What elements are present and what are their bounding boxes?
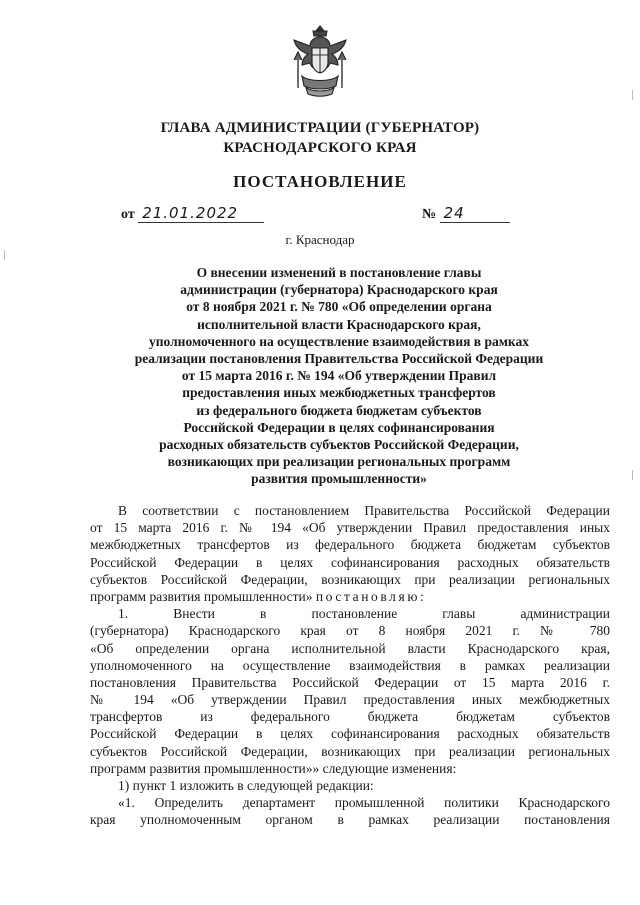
paragraph-line: края уполномоченным органом в рамках реализации постановления	[90, 812, 610, 828]
title-line: от 15 марта 2016 г. № 194 «Об утверждении Правил	[181, 368, 497, 384]
paragraph-line: постановления Правительства Российской Федерации от 15 марта 2016 г.	[90, 674, 610, 690]
issuer-region: КРАСНОДАРСКОГО КРАЯ	[223, 140, 417, 156]
paragraph-line: от 15 марта 2016 г. № 194 «Об утверждении Правил предоставления иных	[90, 520, 610, 536]
decree-body	[90, 502, 610, 829]
decree-title	[108, 264, 570, 488]
paragraph-line: «Об определении органа исполнительной власти Краснодарского края,	[90, 640, 610, 656]
paragraph-line: 1) пункт 1 изложить в следующей редакции:	[118, 778, 374, 793]
paragraph-text: программ развития промышленности»	[90, 588, 313, 604]
scan-artifact	[632, 470, 633, 480]
title-line: О внесении изменений в постановление главы	[196, 265, 482, 280]
paragraph-line: 1. Внести в постановление главы администрации	[118, 606, 610, 622]
title-line: Российской Федерации в целях софинансирования	[183, 419, 495, 435]
scan-artifact	[4, 250, 5, 260]
decree-word: постановляю:	[315, 588, 427, 604]
title-line: развития промышленности»	[251, 471, 427, 487]
title-line: из федерального бюджета бюджетам субъектов	[196, 402, 482, 418]
paragraph-line: уполномоченного на осуществление взаимодействия в рамках реализации	[90, 657, 610, 673]
document-number	[422, 204, 510, 223]
paragraph-line: межбюджетных трансфертов из федерального бюджета бюджетам субъектов	[90, 537, 610, 553]
paragraph-line: субъектов Российской Федерации, возникающих при реализации региональных	[90, 743, 610, 759]
coat-of-arms-emblem	[284, 22, 356, 98]
paragraph-line: субъектов Российской Федерации, возникающих при реализации региональных	[90, 571, 610, 587]
paragraph-line	[90, 588, 610, 605]
title-line: от 8 ноября 2021 г. № 780 «Об определении органа	[186, 299, 492, 315]
paragraph-line: (губернатора) Краснодарского края от 8 ноября 2021 г. № 780	[90, 623, 610, 639]
issuer-title: ГЛАВА АДМИНИСТРАЦИИ (ГУБЕРНАТОР)	[160, 120, 480, 136]
document-type-heading: ПОСТАНОВЛЕНИЕ	[233, 172, 407, 191]
paragraph-line: № 194 «Об утверждении Правил предоставления иных межбюджетных	[90, 692, 610, 708]
paragraph-line: программ развития промышленности»» следующие изменения:	[90, 760, 457, 776]
paragraph-line: Российской Федерации в целях софинансирования расходных обязательств	[90, 726, 610, 742]
title-line: администрации (губернатора) Краснодарского края	[180, 282, 498, 298]
handwritten-number: 24	[440, 204, 510, 223]
title-line: исполнительной власти Краснодарского края,	[197, 316, 481, 332]
scan-artifact	[632, 90, 633, 100]
handwritten-date: 21.01.2022	[138, 204, 264, 223]
paragraph-line: Российской Федерации в целях софинансирования расходных обязательств	[90, 554, 610, 570]
title-line: расходных обязательств субъектов Российской Федерации,	[159, 437, 519, 453]
document-date	[121, 204, 264, 223]
date-prefix: от	[121, 207, 135, 222]
title-line: предоставления иных межбюджетных трансфертов	[182, 385, 496, 401]
title-line: уполномоченного на осуществление взаимодействия в рамках	[149, 333, 529, 349]
number-prefix: №	[422, 207, 437, 222]
paragraph-line: трансфертов из федерального бюджета бюджетам субъектов	[90, 709, 610, 725]
issue-city: г. Краснодар	[285, 232, 355, 247]
title-line: реализации постановления Правительства Российской Федерации	[134, 351, 544, 367]
paragraph-line: В соответствии с постановлением Правительства Российской Федерации	[118, 503, 610, 518]
paragraph-line: «1. Определить департамент промышленной политики Краснодарского	[118, 795, 610, 811]
title-line: возникающих при реализации региональных программ	[167, 454, 511, 470]
